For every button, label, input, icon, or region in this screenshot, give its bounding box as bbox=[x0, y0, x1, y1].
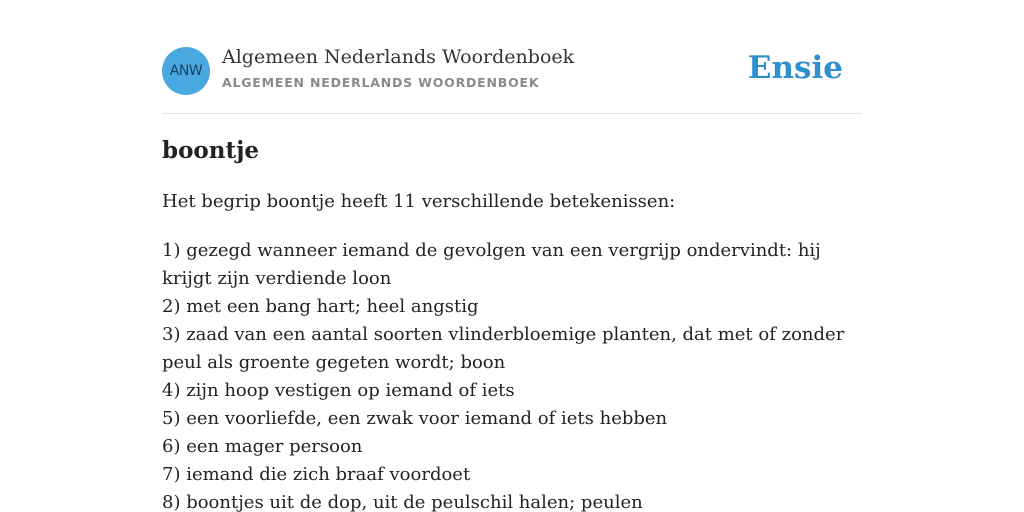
meaning-item: 6) een mager persoon bbox=[162, 436, 363, 457]
entry-word: boontje bbox=[162, 137, 260, 164]
meaning-item: 3) zaad van een aantal soorten vlinderbloemige planten, dat met of zonder peul als groente gegeten wordt; boon bbox=[162, 324, 845, 373]
source-title-link[interactable]: Algemeen Nederlands Woordenboek bbox=[222, 46, 575, 68]
ensie-logo-link[interactable]: Ensie bbox=[747, 50, 843, 86]
entry-intro: Het begrip boontje heeft 11 verschillende betekenissen: bbox=[162, 191, 676, 212]
page-container bbox=[162, 0, 862, 512]
meanings-list bbox=[162, 237, 864, 512]
meaning-item: 4) zijn hoop vestigen op iemand of iets bbox=[162, 380, 515, 401]
meaning-item: 8) boontjes uit de dop, uit de peulschil halen; peulen bbox=[162, 492, 643, 512]
source-header bbox=[162, 0, 862, 114]
source-subtitle: ALGEMEEN NEDERLANDS WOORDENBOEK bbox=[222, 75, 540, 90]
meaning-item: 7) iemand die zich braaf voordoet bbox=[162, 464, 471, 485]
meaning-item: 2) met een bang hart; heel angstig bbox=[162, 296, 479, 317]
meaning-item: 1) gezegd wanneer iemand de gevolgen van een vergrijp ondervindt: hij krijgt zijn verdiende loon bbox=[162, 240, 821, 289]
source-logo[interactable]: ANW bbox=[162, 47, 210, 95]
meaning-item: 5) een voorliefde, een zwak voor iemand of iets hebben bbox=[162, 408, 668, 429]
